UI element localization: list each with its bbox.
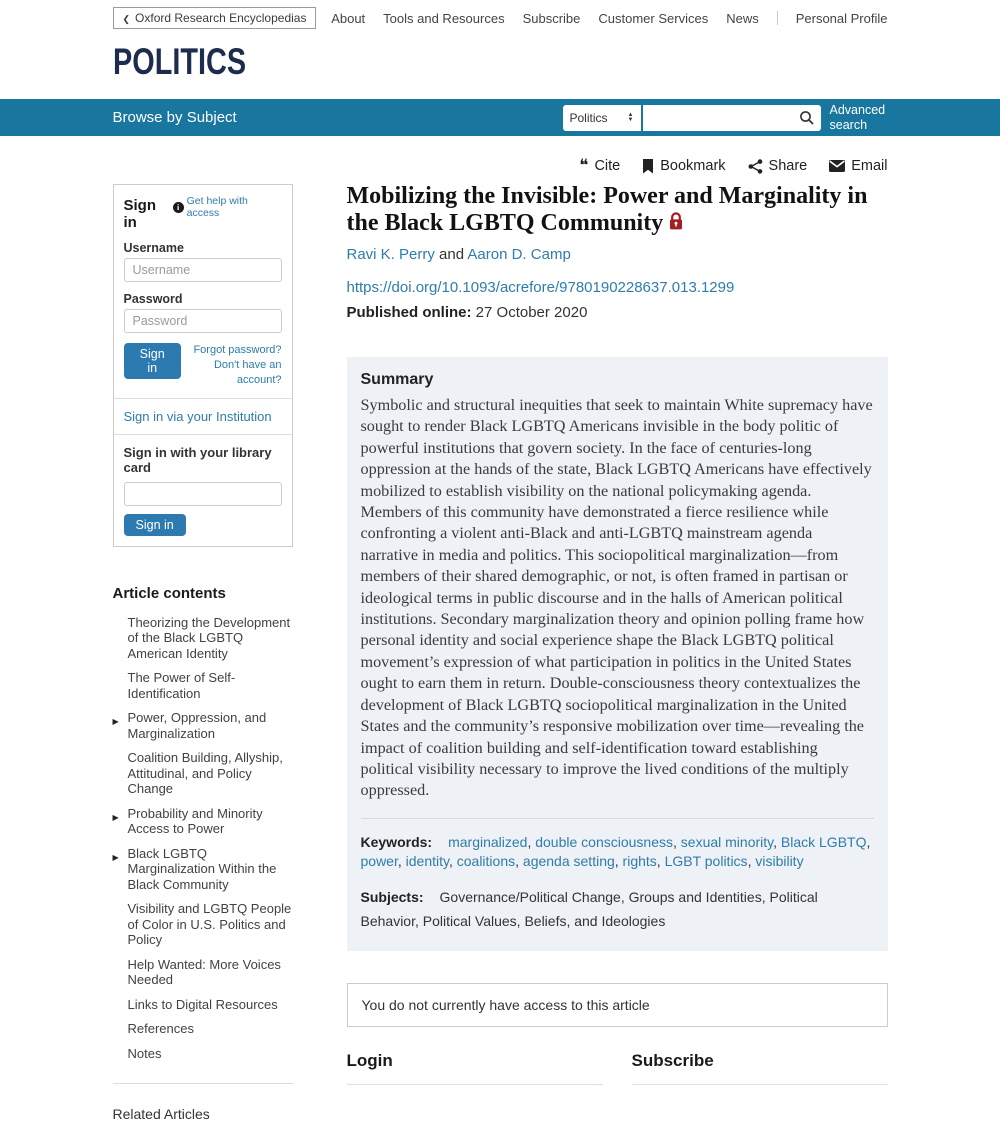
keywords-label: Keywords: (360, 833, 433, 850)
divider (347, 1084, 603, 1085)
article-main (347, 158, 888, 1122)
divider (632, 1084, 888, 1085)
sign-in-panel (113, 184, 293, 547)
keyword-link[interactable]: power , (361, 853, 406, 869)
password-field[interactable] (124, 309, 282, 333)
search-scope-select[interactable] (563, 105, 641, 131)
keyword-link[interactable]: coalitions , (457, 853, 523, 869)
cite-button[interactable] (579, 158, 620, 174)
authors-joiner: and (434, 246, 468, 263)
nav-customer-services[interactable]: Customer Services (598, 10, 709, 26)
access-notice-text: You do not currently have access to this article (361, 996, 650, 1013)
search-area (563, 103, 888, 133)
toc-item[interactable]: The Power of Self-Identification (127, 670, 236, 701)
nav-subscribe[interactable]: Subscribe (522, 10, 581, 26)
sign-in-heading: Sign in (123, 196, 156, 231)
article-contents-heading: Article contents (112, 584, 226, 602)
help-link-label: Get help with access (186, 195, 248, 219)
library-sign-in-button[interactable]: Sign in (124, 514, 186, 536)
quote-icon: ❝ (579, 156, 589, 175)
keyword-link[interactable]: marginalized , (448, 834, 535, 850)
browse-by-subject-link[interactable]: Browse by Subject (112, 109, 237, 126)
politics-logo[interactable]: POLITICS (112, 41, 246, 82)
info-icon: i (173, 202, 184, 213)
nav-personal-profile[interactable]: Personal Profile (795, 10, 888, 26)
get-help-with-access-link[interactable] (173, 195, 282, 219)
subscribe-heading: Subscribe (631, 1050, 714, 1070)
share-icon (748, 159, 763, 174)
toc-item[interactable]: Visibility and LGBTQ People of Color in U.S. Politics and Policy (127, 901, 292, 947)
keyword-link[interactable]: visibility (755, 852, 804, 869)
chevron-left-icon (123, 11, 131, 25)
keyword-link[interactable]: double consciousness , (535, 834, 681, 850)
keyword-link[interactable]: Black LGBTQ , (781, 834, 870, 850)
subjects-row (361, 885, 874, 933)
article-contents-list (113, 615, 293, 1062)
toc-item[interactable]: Theorizing the Development of the Black LGBTQ American Identity (127, 614, 291, 661)
email-button[interactable] (829, 158, 887, 174)
oxford-encyclopedias-back-button[interactable] (113, 7, 317, 29)
top-nav (331, 11, 887, 26)
keyword-link[interactable]: agenda setting , (523, 853, 623, 869)
bookmark-icon (642, 159, 654, 174)
nav-divider (777, 11, 778, 25)
subjects-label: Subjects: (360, 888, 424, 905)
site-header (0, 0, 1000, 83)
divider (361, 818, 874, 819)
toc-item[interactable] (113, 710, 293, 741)
toc-item[interactable]: References (127, 1021, 194, 1036)
toc-item-label: Probability and Minority Access to Power (127, 805, 263, 836)
no-account-link[interactable]: Don't have an account? (213, 358, 282, 386)
expand-caret-icon[interactable] (113, 808, 119, 826)
forgot-password-link[interactable]: Forgot password? (193, 343, 282, 356)
email-icon (829, 160, 845, 172)
published-line (347, 304, 888, 321)
keyword-link[interactable]: identity , (406, 853, 457, 869)
summary-heading: Summary (360, 371, 434, 388)
username-field[interactable] (124, 258, 282, 282)
toc-item[interactable] (113, 806, 293, 837)
cite-label: Cite (594, 158, 621, 174)
author-line (347, 246, 888, 263)
login-section (347, 1051, 603, 1085)
search-input[interactable] (643, 107, 799, 129)
keyword-link[interactable]: LGBT politics , (665, 853, 756, 869)
nav-news[interactable]: News (726, 10, 759, 26)
keyword-link[interactable]: rights , (623, 853, 665, 869)
toc-item[interactable]: Links to Digital Resources (127, 996, 278, 1012)
share-button[interactable] (748, 158, 808, 174)
sign-in-button[interactable]: Sign in (124, 343, 181, 379)
email-label: Email (851, 158, 888, 174)
article-actions (347, 158, 888, 174)
password-label: Password (123, 291, 183, 306)
expand-caret-icon[interactable] (113, 848, 119, 866)
summary-text: Symbolic and structural inequities that seek to maintain White supremacy have sought to render Black LGBTQ Americans invisible in the body politic of powerful institutions that govern society. In the face of centuries-long oppression at the hands of the state, Black LGBTQ Americans have effectively mobilized to establish visibility on the national policymaking agenda. Members of this community have demonstrated a fierce resilience while confronting a violent anti-Black and anti-LGBTQ mainstream agenda narrative in media and politics. This sociopolitical marginalization—from members of their shared demographic, or not, is often framed in partisan or ideological terms in public discourse and in the halls of American political institutions. Secondary marginalization theory and opinion polling frame how personal identity and social experience shape the Black LGBTQ political movement’s expression of what participation in politics in the United States ought to earn them in return. Double-consciousness theory contextualizes the development of Black LGBTQ sociopolitical marginalization in the United States and the community’s responsive mobilization over time—revealing the impact of coalition building and self-identification toward establishing political visibility necessary to improve the lived conditions of the multiply oppressed. (360, 396, 873, 800)
published-date: 27 October 2020 (471, 304, 588, 321)
back-button-label: Oxford Research Encyclopedias (135, 11, 307, 25)
author-link[interactable]: Ravi K. Perry (346, 246, 435, 263)
subheader-bar (0, 99, 1000, 136)
nav-about[interactable]: About (331, 10, 366, 26)
sidebar (113, 184, 293, 1122)
subscribe-section (632, 1051, 888, 1085)
username-label: Username (123, 240, 184, 255)
article-title: Mobilizing the Invisible: Power and Marginality in the Black LGBTQ Community (346, 183, 868, 236)
toc-item[interactable]: Coalition Building, Allyship, Attitudinal, and Policy Change (127, 750, 283, 796)
divider (113, 1083, 293, 1084)
subjects-text: Governance/Political Change, Groups and Identities, Political Behavior, Political Values, Beliefs, and Ideologies (360, 888, 818, 929)
bookmark-label: Bookmark (660, 158, 726, 174)
advanced-search-link[interactable]: Advanced search (829, 102, 886, 132)
search-scope-value: Politics (569, 110, 608, 125)
toc-item-label: Power, Oppression, and Marginalization (127, 710, 267, 741)
toc-item[interactable] (113, 846, 293, 893)
search-icon (799, 110, 815, 126)
keyword-link[interactable]: sexual minority , (681, 834, 781, 850)
share-label: Share (768, 158, 808, 174)
search-submit-button[interactable] (799, 110, 821, 126)
library-card-field[interactable] (124, 482, 282, 506)
login-heading: Login (346, 1050, 393, 1070)
expand-caret-icon[interactable] (113, 712, 119, 730)
published-label: Published online: (346, 304, 472, 321)
library-card-label: Sign in with your library card (123, 444, 272, 475)
toc-item[interactable]: Notes (127, 1045, 162, 1061)
toc-item-label: Black LGBTQ Marginalization Within the Black Community (127, 845, 277, 892)
locked-access-icon (669, 212, 683, 230)
bookmark-button[interactable] (642, 158, 725, 174)
nav-tools-and-resources[interactable]: Tools and Resources (383, 10, 505, 26)
institution-sign-in-link[interactable]: Sign in via your Institution (123, 408, 272, 424)
author-link[interactable]: Aaron D. Camp (467, 246, 571, 263)
select-arrows-icon: ▲ ▼ (627, 112, 634, 123)
doi-link[interactable]: https://doi.org/10.1093/acrefore/9780190228637.013.1299 (346, 279, 735, 296)
access-notice (347, 983, 888, 1027)
search-box (643, 105, 821, 131)
related-articles-heading[interactable]: Related Articles (112, 1106, 210, 1122)
summary-panel (347, 357, 888, 951)
toc-item[interactable]: Help Wanted: More Voices Needed (127, 956, 281, 987)
keywords-row (361, 833, 874, 871)
